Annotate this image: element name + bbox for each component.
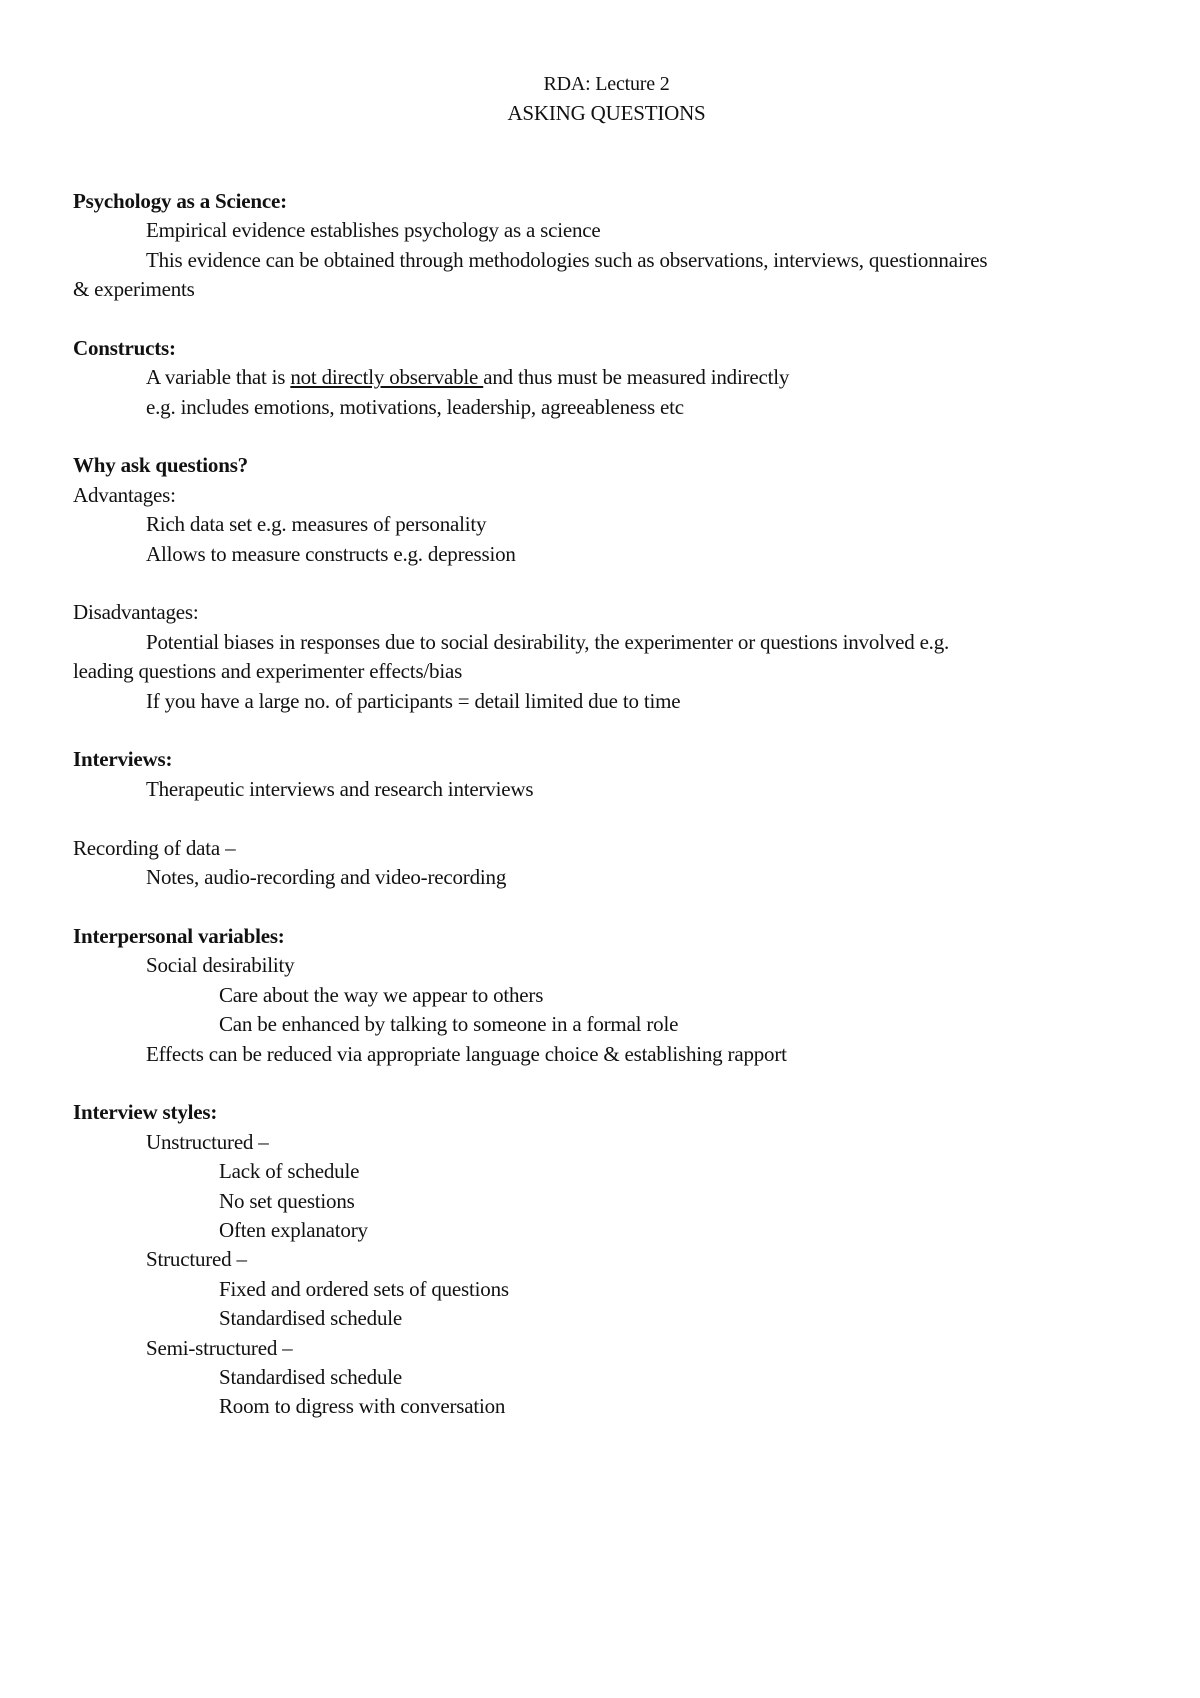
text-line: Potential biases in responses due to social desirability, the experimenter or questions involved e.g. [146, 629, 950, 654]
text-line [73, 363, 1140, 392]
section-heading: Recording of data – [73, 835, 236, 860]
document-header [73, 70, 1140, 129]
style-label-unstructured: Unstructured – [146, 1129, 269, 1154]
section-heading: Interpersonal variables: [73, 923, 285, 948]
sub-list-item: No set questions [219, 1188, 355, 1213]
section-psychology [73, 187, 1140, 305]
sub-list-item: Standardised schedule [219, 1306, 402, 1331]
document-title: RDA: Lecture 2 [543, 73, 670, 95]
document-subtitle: ASKING QUESTIONS [507, 101, 706, 126]
list-item: Social desirability [146, 953, 295, 978]
style-label-semi-structured: Semi-structured – [146, 1335, 293, 1360]
text-line: Empirical evidence establishes psychology as a science [146, 218, 601, 243]
section-heading: Constructs: [73, 335, 176, 360]
section-heading: Why ask questions? [73, 453, 248, 478]
section-recording [73, 834, 1140, 893]
list-item: Rich data set e.g. measures of personality [146, 512, 487, 537]
section-disadvantages [73, 598, 1140, 716]
text-line-continuation: leading questions and experimenter effects/bias [73, 659, 463, 684]
section-heading: Interviews: [73, 747, 173, 772]
text-line: e.g. includes emotions, motivations, leadership, agreeableness etc [146, 394, 684, 419]
section-heading: Interview styles: [73, 1100, 218, 1125]
text-line: Therapeutic interviews and research interviews [146, 776, 534, 801]
sub-list-item: Lack of schedule [219, 1159, 360, 1184]
sub-list-item: Room to digress with conversation [219, 1394, 506, 1419]
section-interpersonal [73, 922, 1140, 1069]
text-fragment: A variable that is [146, 365, 291, 390]
list-item: Effects can be reduced via appropriate language choice & establishing rapport [146, 1041, 787, 1066]
sub-list-item: Care about the way we appear to others [219, 982, 544, 1007]
list-item: Allows to measure constructs e.g. depression [146, 541, 516, 566]
subheading: Advantages: [73, 482, 176, 507]
text-line: This evidence can be obtained through methodologies such as observations, interviews, questionnaires [146, 247, 988, 272]
text-fragment: and thus must be measured indirectly [483, 365, 790, 390]
section-interview-styles [73, 1098, 1140, 1421]
section-constructs [73, 334, 1140, 422]
underlined-text: not directly observable [290, 365, 484, 390]
style-label-structured: Structured – [146, 1247, 247, 1272]
text-line: If you have a large no. of participants = detail limited due to time [146, 688, 681, 713]
section-heading: Disadvantages: [73, 600, 199, 625]
section-why-ask [73, 451, 1140, 569]
section-interviews [73, 745, 1140, 804]
sub-list-item: Can be enhanced by talking to someone in a formal role [219, 1012, 679, 1037]
text-line: Notes, audio-recording and video-recording [146, 865, 507, 890]
sub-list-item: Often explanatory [219, 1217, 368, 1242]
sub-list-item: Standardised schedule [219, 1364, 402, 1389]
section-heading: Psychology as a Science: [73, 188, 287, 213]
sub-list-item: Fixed and ordered sets of questions [219, 1276, 509, 1301]
text-line-continuation: & experiments [73, 277, 195, 302]
